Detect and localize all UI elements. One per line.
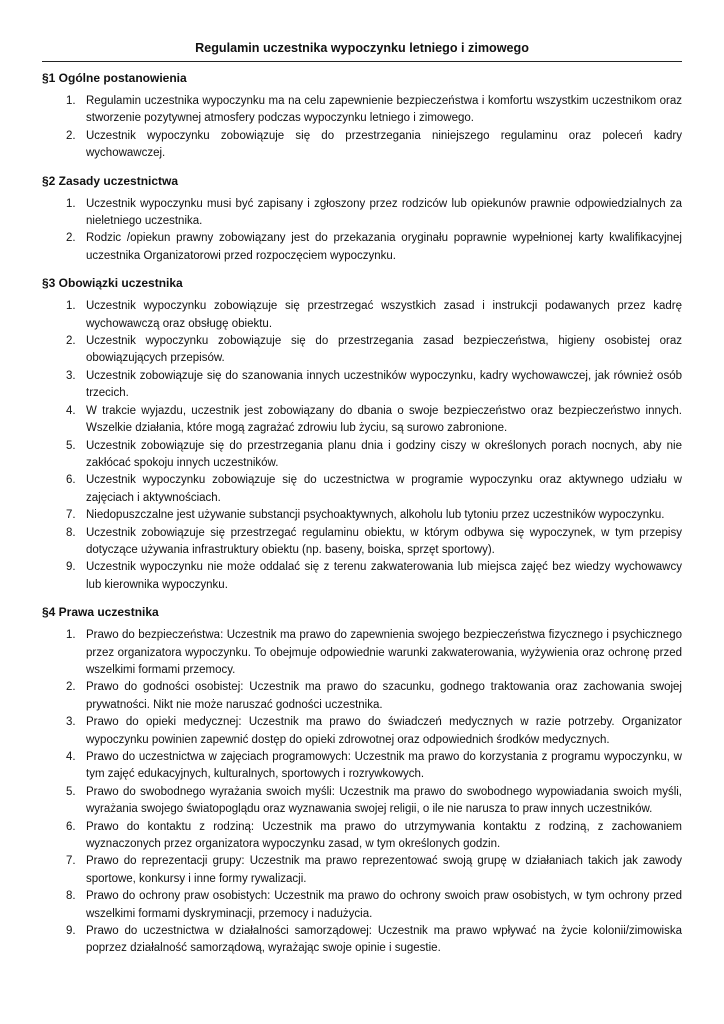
clause-item [42,333,682,368]
clause-number: 2. [66,335,76,348]
section-heading: §1 Ogólne postanowienia [42,71,187,85]
clause-item [42,784,682,819]
clause-text: Prawo do uczestnictwa w działalności samorządowej: Uczestnik ma prawo wpływać na życie kolonii/zimowiska poprzez działalność samorządową, wyrażając swoje opinie i sugestie. [86,925,682,955]
clause-item [42,472,682,507]
document-body [42,70,682,958]
clause-text: Uczestnik wypoczynku zobowiązuje się do przestrzegania niniejszego regulaminu oraz poleceń kadry wychowawczej. [86,129,682,160]
clause-text: Prawo do opieki medycznej: Uczestnik ma prawo do świadczeń medycznych w razie potrzeby. Organizator wypoczynku powinien zapewnić dostęp do opieki zdrowotnej oraz odpowiednich środków medycznych. [86,716,682,746]
clause-number: 1. [66,197,76,210]
clause-number: 9. [66,561,76,574]
clause-text: Prawo do godności osobistej: Uczestnik ma prawo do szacunku, godnego traktowania oraz zachowania swojej prywatności. Nikt nie może naruszać godności uczestnika. [86,681,682,711]
clause-text: Niedopuszczalne jest używanie substancji psychoaktywnych, alkoholu lub tytoniu przez uczestników wypoczynku. [86,509,665,522]
clause-number: 9. [66,925,76,938]
clause-text: Uczestnik wypoczynku zobowiązuje się do przestrzegania zasad bezpieczeństwa, higieny osobistej oraz obowiązujących przepisów. [86,335,682,365]
clause-text: Prawo do kontaktu z rodziną: Uczestnik ma prawo do utrzymywania kontaktu z rodziną, z zachowaniem wyznaczonych przez organizatora wypoczynku zasad, w tym określonych godzin. [86,820,682,851]
clause-item [42,749,682,784]
clause-text: Uczestnik wypoczynku nie może oddalać się z terenu zakwaterowania lub miejsca zajęć bez wiedzy wychowawcy lub kierownika wypoczynku. [86,561,682,591]
clause-text: Uczestnik wypoczynku zobowiązuje się przestrzegać wszystkich zasad i instrukcji podawanych przez kadrę wychowawczą oraz obsługę obiektu. [86,300,682,330]
section-1 [42,70,682,163]
clause-text: Rodzic /opiekun prawny zobowiązany jest do przekazania oryginału poprawnie wypełnionej karty kwalifikacyjnej uczestnika Organizatorowi przed rozpoczęciem wypoczynku. [86,232,682,262]
clause-text: Uczestnik zobowiązuje się przestrzegać regulaminu obiektu, w którym odbywa się wypoczynek, w tym przepisy dotyczące używania infrastruktury obiektu (np. baseny, boiska, sprzęt sportowy). [86,526,682,556]
title-divider [42,61,682,62]
clause-item [42,923,682,958]
clause-number: 6. [66,820,76,833]
clause-number: 7. [66,509,76,522]
clause-number: 1. [66,95,76,107]
clause-item [42,507,682,524]
clause-item [42,559,682,594]
clause-text: W trakcie wyjazdu, uczestnik jest zobowiązany do dbania o swoje bezpieczeństwo oraz bezpieczeństwo innych. Wszelkie działania, które mogą zagrażać zdrowiu lub życiu, są surowo zabronione. [86,404,682,435]
clause-text: Prawo do bezpieczeństwa: Uczestnik ma prawo do zapewnienia swojego bezpieczeństwa fizycznego i psychicznego przez organizatora wypoczynku. To obejmuje odpowiednie warunki zakwaterowania, wyżywienia oraz ochronę przed wszelkimi formami przemocy. [86,629,682,676]
section-heading: §2 Zasady uczestnictwa [42,173,179,188]
clause-list [42,196,682,266]
clause-list [42,627,682,958]
clause-item [42,853,682,888]
clause-number: 2. [66,129,76,142]
section-4 [42,604,682,958]
clause-item [42,196,682,231]
clause-number: 2. [66,232,76,245]
clause-number: 1. [66,629,76,642]
clause-number: 3. [66,369,76,382]
clause-text: Uczestnik zobowiązuje się do przestrzegania planu dnia i godziny ciszy w określonych porach nocnych, aby nie zakłócać spokoju innych uczestników. [86,439,682,469]
clause-list [42,93,682,163]
clause-item [42,368,682,403]
clause-number: 5. [66,785,76,798]
clause-item [42,438,682,473]
clause-number: 4. [66,404,76,417]
clause-number: 4. [66,751,76,763]
clause-text: Uczestnik zobowiązuje się do szanowania innych uczestników wypoczynku, kadry wychowawczej, jak również osób trzecich. [86,369,682,400]
clause-text: Uczestnik wypoczynku musi być zapisany i zgłoszony przez rodziców lub opiekunów prawnie odpowiedzialnych za nieletniego uczestnika. [86,197,682,228]
clause-item [42,403,682,438]
section-heading: §4 Prawa uczestnika [42,605,159,620]
clause-item [42,93,682,128]
clause-item [42,525,682,560]
document-title: Regulamin uczestnika wypoczynku letniego i zimowego [195,41,529,55]
clause-text: Prawo do uczestnictwa w zajęciach programowych: Uczestnik ma prawo do korzystania z programu wypoczynku, w tym zajęć edukacyjnych, kulturalnych, sportowych i rozrywkowych. [86,751,682,781]
clause-number: 8. [66,890,76,903]
clause-text: Uczestnik wypoczynku zobowiązuje się do uczestnictwa w programie wypoczynku oraz aktywnego udziału w zajęciach i aktywnościach. [86,474,682,504]
clause-number: 5. [66,439,76,452]
clause-number: 7. [66,855,76,868]
clause-item [42,627,682,679]
clause-number: 6. [66,474,76,487]
clause-list [42,298,682,594]
document-page [42,40,682,968]
clause-number: 2. [66,681,76,694]
section-2 [42,173,682,266]
clause-number: 3. [66,716,76,729]
clause-number: 8. [66,526,76,539]
clause-item [42,888,682,923]
clause-text: Prawo do reprezentacji grupy: Uczestnik ma prawo reprezentować swoją grupę w działaniach takich jak zawody sportowe, konkursy i inne formy rywalizacji. [86,855,682,885]
section-3 [42,275,682,594]
clause-item [42,679,682,714]
clause-text: Regulamin uczestnika wypoczynku ma na celu zapewnienie bezpieczeństwa i komfortu wszystkim uczestnikom oraz stworzenie pozytywnej atmosfery podczas wypoczynku letniego i zimowego. [86,95,682,125]
clause-item [42,230,682,265]
clause-text: Prawo do ochrony praw osobistych: Uczestnik ma prawo do ochrony swoich praw osobistych, w tym ochrony przed wszelkimi formami dyskryminacji, przemocy i nadużycia. [86,890,682,920]
clause-item [42,298,682,333]
clause-number: 1. [66,300,76,313]
clause-text: Prawo do swobodnego wyrażania swoich myśli: Uczestnik ma prawo do swobodnego wypowiadania swoich myśli, wyrażania swojego światopoglądu oraz wyznawania swojej religii, o ile nie narusza to praw innych uczestników. [86,785,682,816]
clause-item [42,714,682,749]
clause-item [42,128,682,163]
section-heading: §3 Obowiązki uczestnika [42,276,183,291]
clause-item [42,819,682,854]
